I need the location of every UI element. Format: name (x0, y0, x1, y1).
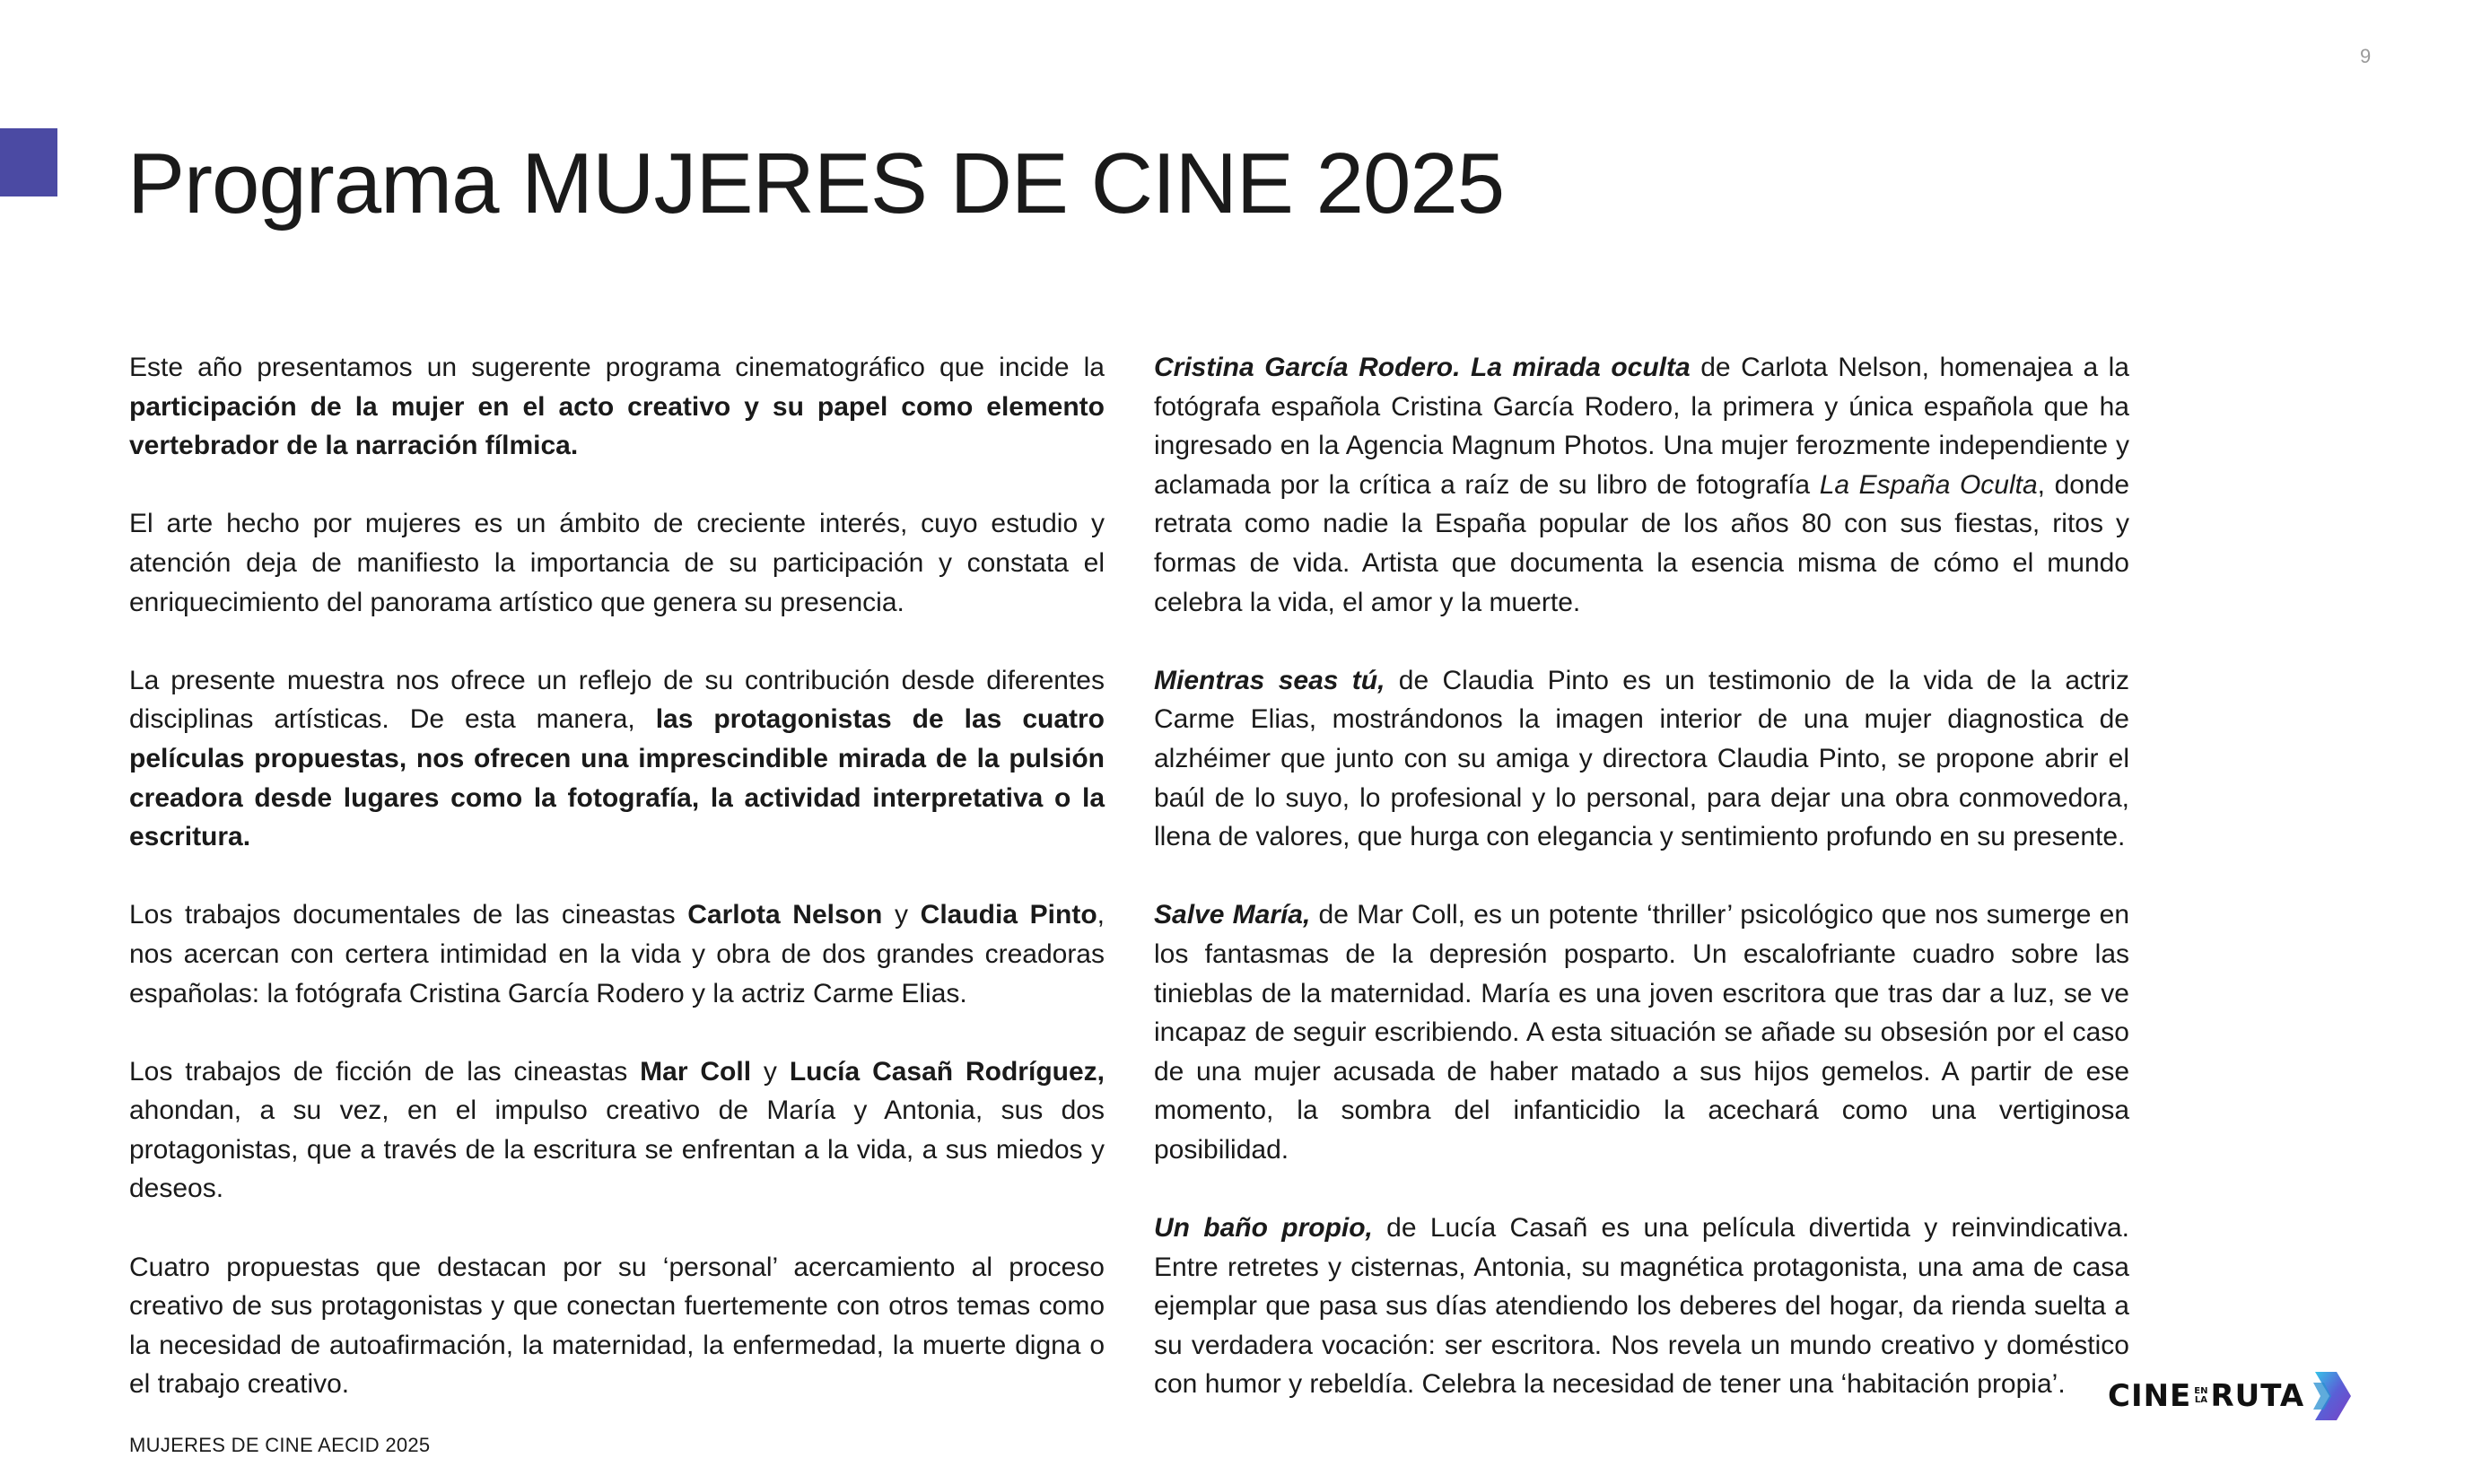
closing-paragraph (129, 1248, 1105, 1404)
documentaries-paragraph (129, 895, 1105, 1013)
film-title: Salve María, (1154, 900, 1311, 930)
text-run: Los trabajos de ficción de las cineastas (129, 1056, 641, 1087)
art-paragraph (129, 504, 1105, 622)
chevron-arrow-icon (2310, 1370, 2353, 1422)
text-run: y (751, 1056, 790, 1087)
text-run: , nos acercan con certera intimidad en la vida y obra de dos grandes creadoras españolas: la fotógrafa Cristina García Rodero y la actriz Carme Elias. (129, 900, 1105, 1008)
director-name: Mar Coll (640, 1056, 752, 1087)
film-title: Un baño propio, (1154, 1213, 1373, 1244)
book-title: La España Oculta (1819, 469, 2038, 500)
text-run: de Lucía Casañ es una película divertida y reinvindicativa. Entre retretes y cisternas, Antonia, su magnética protagonista, una ama de casa ejemplar que pasa sus días atendiendo los deberes del hogar, da rienda suelta a su verdadera vocación: ser escritora. Nos revela un mundo creativo y doméstico con humor y rebeldía. Celebra la necesidad de tener una ‘habitación propia’. (1154, 1213, 2129, 1400)
showcase-paragraph (129, 661, 1105, 857)
left-column (129, 348, 1105, 1444)
film-salve-paragraph (1154, 895, 2129, 1169)
text-run: de Mar Coll, es un potente ‘thriller’ psicológico que nos sumerge en los fantasmas de la depresión posparto. Un escalofriante cuadro sobre las tinieblas de la maternidad. María es una joven escritora que tras dar a luz, se ve incapaz de seguir escribiendo. A esta situación se añade su obsesión por el caso de una mujer acusada de haber matado a sus hijos gemelos. A partir de ese momento, la sombra del infanticidio la acechará como una vertiginosa posibilidad. (1154, 900, 2130, 1165)
right-column (1154, 348, 2129, 1444)
logo-word-left: CINE (2108, 1378, 2192, 1414)
logo-small-text (2194, 1387, 2207, 1405)
text-run: ahondan, a su vez, en el impulso creativo de María y Antonia, sus dos protagonistas, que a través de la escritura se enfrentan a la vida, a sus miedos y deseos. (129, 1096, 1105, 1204)
film-cristina-paragraph (1154, 348, 2129, 622)
text-run: Cuatro propuestas que destacan por su ‘personal’ acercamiento al proceso creativo de sus protagonistas y que conectan fuertemente con otros temas como la necesidad de autoafirmación, la maternidad, la enfermedad, la muerte digna o el trabajo creativo. (129, 1252, 1105, 1400)
logo-word-right: RUTA (2210, 1378, 2305, 1414)
logo-small-top: EN (2194, 1386, 2208, 1396)
director-name: Claudia Pinto (920, 900, 1097, 930)
bold-run: las protagonistas de las cuatro películas propuestas, nos ofrecen una imprescindible mirada de la pulsión creadora desde lugares como la fotografía, la actividad interpretativa o la escritura. (129, 704, 1105, 852)
page-number: 9 (2360, 45, 2372, 67)
footer-label: MUJERES DE CINE AECID 2025 (129, 1434, 431, 1456)
cine-en-la-ruta-logo (2108, 1369, 2353, 1423)
text-run: El arte hecho por mujeres es un ámbito de creciente interés, cuyo estudio y atención deja de manifiesto la importancia de su participación y constata el enriquecimiento del panorama artístico que genera su presencia. (129, 509, 1105, 617)
intro-paragraph (129, 348, 1105, 466)
film-title: Cristina García Rodero. La mirada oculta (1154, 353, 1691, 382)
director-name: Carlota Nelson (687, 900, 883, 930)
bold-run: participación de la mujer en el acto creativo y su papel como elemento vertebrador de la narración fílmica. (129, 391, 1105, 461)
director-name: Lucía Casañ Rodríguez, (789, 1056, 1105, 1087)
text-run: , donde retrata como nadie la España popular de los años 80 con sus fiestas, ritos y formas de vida. Artista que documenta la esencia misma de cómo el mundo celebra la vida, el amor y la muerte. (1154, 469, 2130, 617)
film-bano-paragraph (1154, 1209, 2129, 1404)
text-run: y (882, 900, 921, 930)
text-run: Los trabajos documentales de las cineastas (129, 900, 688, 930)
text-run: de Carlota Nelson, homenajea a la fotógrafa española Cristina García Rodero, la primera y única española que ha ingresado en la Agencia Magnum Photos. Una mujer ferozmente independiente y aclamada por la crítica a raíz de su libro de fotografía (1154, 353, 2129, 500)
text-run: La presente muestra nos ofrece un reflejo de su contribución desde diferentes disciplinas artísticas. De esta manera, (129, 665, 1105, 735)
page-title: Programa MUJERES DE CINE 2025 (127, 135, 1505, 231)
film-title: Mientras seas tú, (1154, 665, 1385, 695)
film-mientras-paragraph (1154, 661, 2129, 857)
accent-square (0, 128, 57, 196)
text-run: de Claudia Pinto es un testimonio de la vida de la actriz Carme Elias, mostrándonos la imagen interior de una mujer diagnostica de alzhéimer que junto con su amiga y directora Claudia Pinto, se propone abrir el baúl de lo suyo, lo profesional y lo personal, para dejar una obra conmovedora, llena de valores, que hurga con elegancia y sentimiento profundo en su presente. (1154, 665, 2129, 852)
logo-small-bottom: LA (2194, 1395, 2207, 1405)
text-run: Este año presentamos un sugerente programa cinematográfico que incide la (129, 353, 1105, 382)
fiction-paragraph (129, 1052, 1105, 1209)
